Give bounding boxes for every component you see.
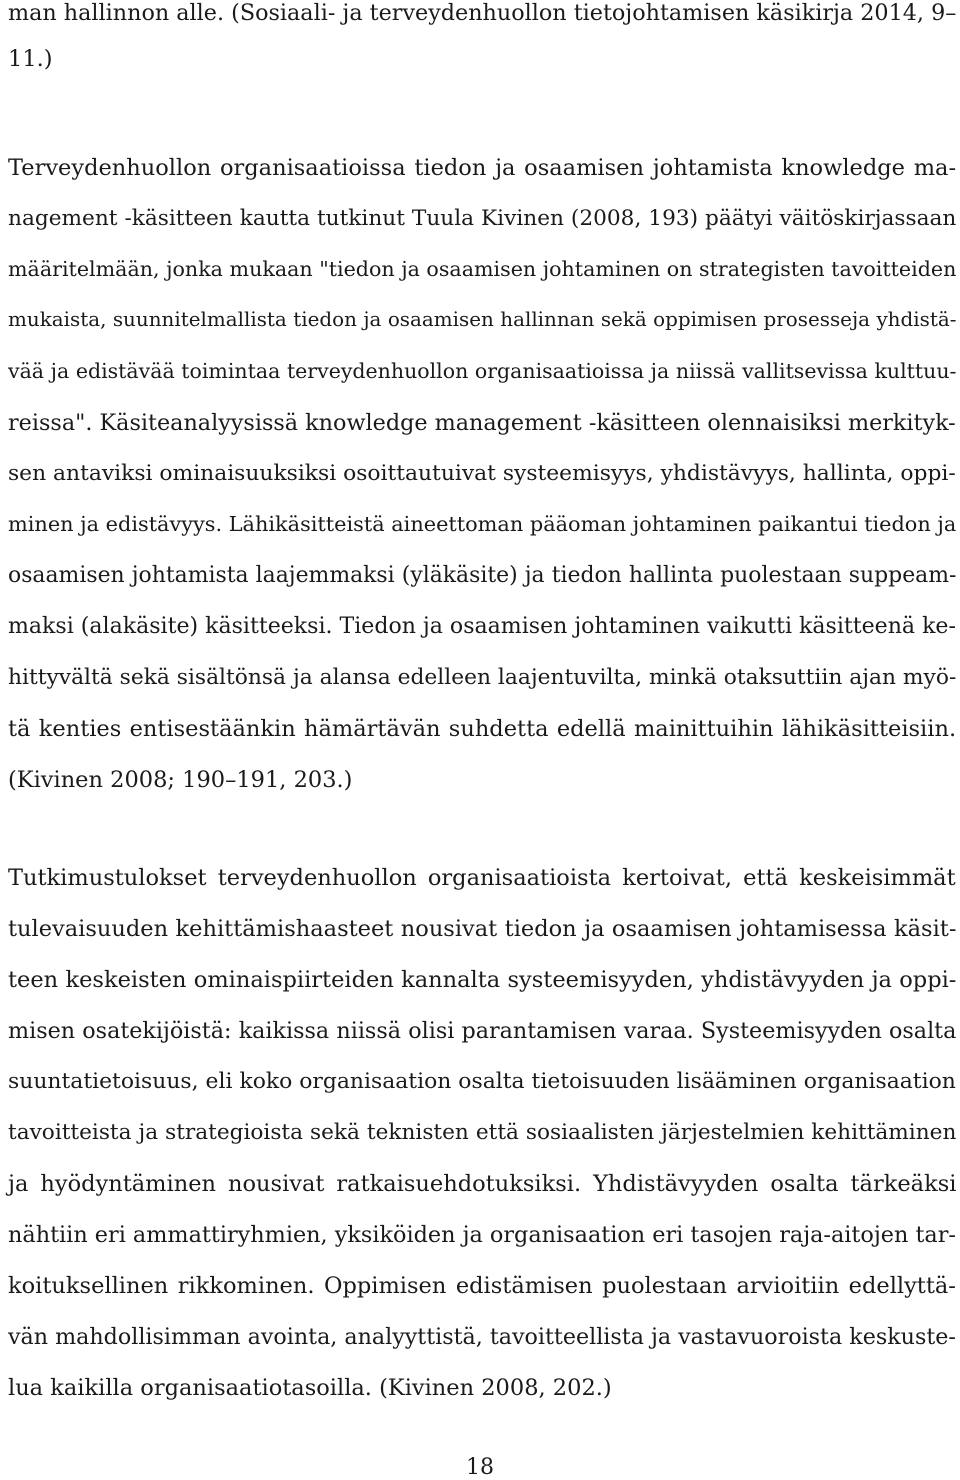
text-line: Terveydenhuollon organisaatioissa tiedon ja osaamisen johtamista knowledge ma- — [8, 155, 957, 181]
text-line: 11.) — [8, 46, 53, 72]
text-line: nähtiin eri ammattiryhmien, yksiköiden ja organisaation eri tasojen raja-aitojen tar- — [8, 1222, 956, 1248]
text-line: lua kaikilla organisaatiotasoilla. (Kivinen 2008, 202.) — [8, 1375, 612, 1401]
text-line: misen osatekijöistä: kaikissa niissä olisi parantamisen varaa. Systeemisyyden osalta — [8, 1018, 957, 1044]
text-line: osaamisen johtamista laajemmaksi (yläkäsite) ja tiedon hallinta puolestaan suppeam- — [8, 563, 957, 588]
text-line: suuntatietoisuus, eli koko organisaation osalta tietoisuuden lisääminen organisaation — [8, 1069, 956, 1094]
text-line: Tutkimustulokset terveydenhuollon organisaatioista kertoivat, että keskeisimmät — [8, 865, 956, 891]
text-line: koituksellinen rikkominen. Oppimisen edistämisen puolestaan arvioitiin edellyttä- — [8, 1273, 956, 1299]
text-line: tulevaisuuden kehittämishaasteet nousivat tiedon ja osaamisen johtamisessa käsit- — [8, 916, 957, 942]
text-line: nagement -käsitteen kautta tutkinut Tuula Kivinen (2008, 193) päätyi väitöskirjassaan — [8, 206, 957, 231]
text-line: teen keskeisten ominaispiirteiden kannalta systeemisyyden, yhdistävyyden ja oppi- — [8, 967, 957, 993]
text-line: vän mahdollisimman avointa, analyyttistä, tavoitteellista ja vastavuoroista keskuste- — [8, 1324, 956, 1350]
text-line: hittyvältä sekä sisältönsä ja alansa edelleen laajentuvilta, minkä otaksuttiin ajan myö- — [8, 665, 957, 690]
page-number: 18 — [466, 1455, 494, 1480]
text-line: tavoitteista ja strategioista sekä teknisten että sosiaalisten järjestelmien kehittäminen — [8, 1120, 957, 1145]
text-line: ja hyödyntäminen nousivat ratkaisuehdotuksiksi. Yhdistävyyden osalta tärkeäksi — [8, 1171, 957, 1197]
text-line: man hallinnon alle. (Sosiaali- ja terveydenhuollon tietojohtamisen käsikirja 2014, 9– — [8, 0, 957, 26]
text-line: sen antaviksi ominaisuuksiksi osoittautuivat systeemisyys, yhdistävyys, hallinta, oppi- — [8, 461, 956, 486]
text-line: minen ja edistävyys. Lähikäsitteistä aineettoman pääoman johtaminen paikantui tiedon ja — [8, 512, 957, 536]
text-line: mukaista, suunnitelmallista tiedon ja osaamisen hallinnan sekä oppimisen prosesseja yhdistä- — [8, 308, 957, 331]
text-line: tä kenties entisestäänkin hämärtävän suhdetta edellä mainittuihin lähikäsitteisiin. — [8, 716, 957, 742]
text-line: määritelmään, jonka mukaan "tiedon ja osaamisen johtaminen on strategisten tavoitteiden — [8, 257, 957, 281]
text-line: maksi (alakäsite) käsitteeksi. Tiedon ja osaamisen johtaminen vaikutti käsitteenä ke- — [8, 614, 956, 639]
text-line: (Kivinen 2008; 190–191, 203.) — [8, 767, 353, 793]
text-line: vää ja edistävää toimintaa terveydenhuollon organisaatioissa ja niissä vallitsevissa kulttuu- — [8, 359, 957, 383]
text-line: reissa". Käsiteanalyysissä knowledge management -käsitteen olennaisiksi merkityk- — [8, 410, 956, 436]
